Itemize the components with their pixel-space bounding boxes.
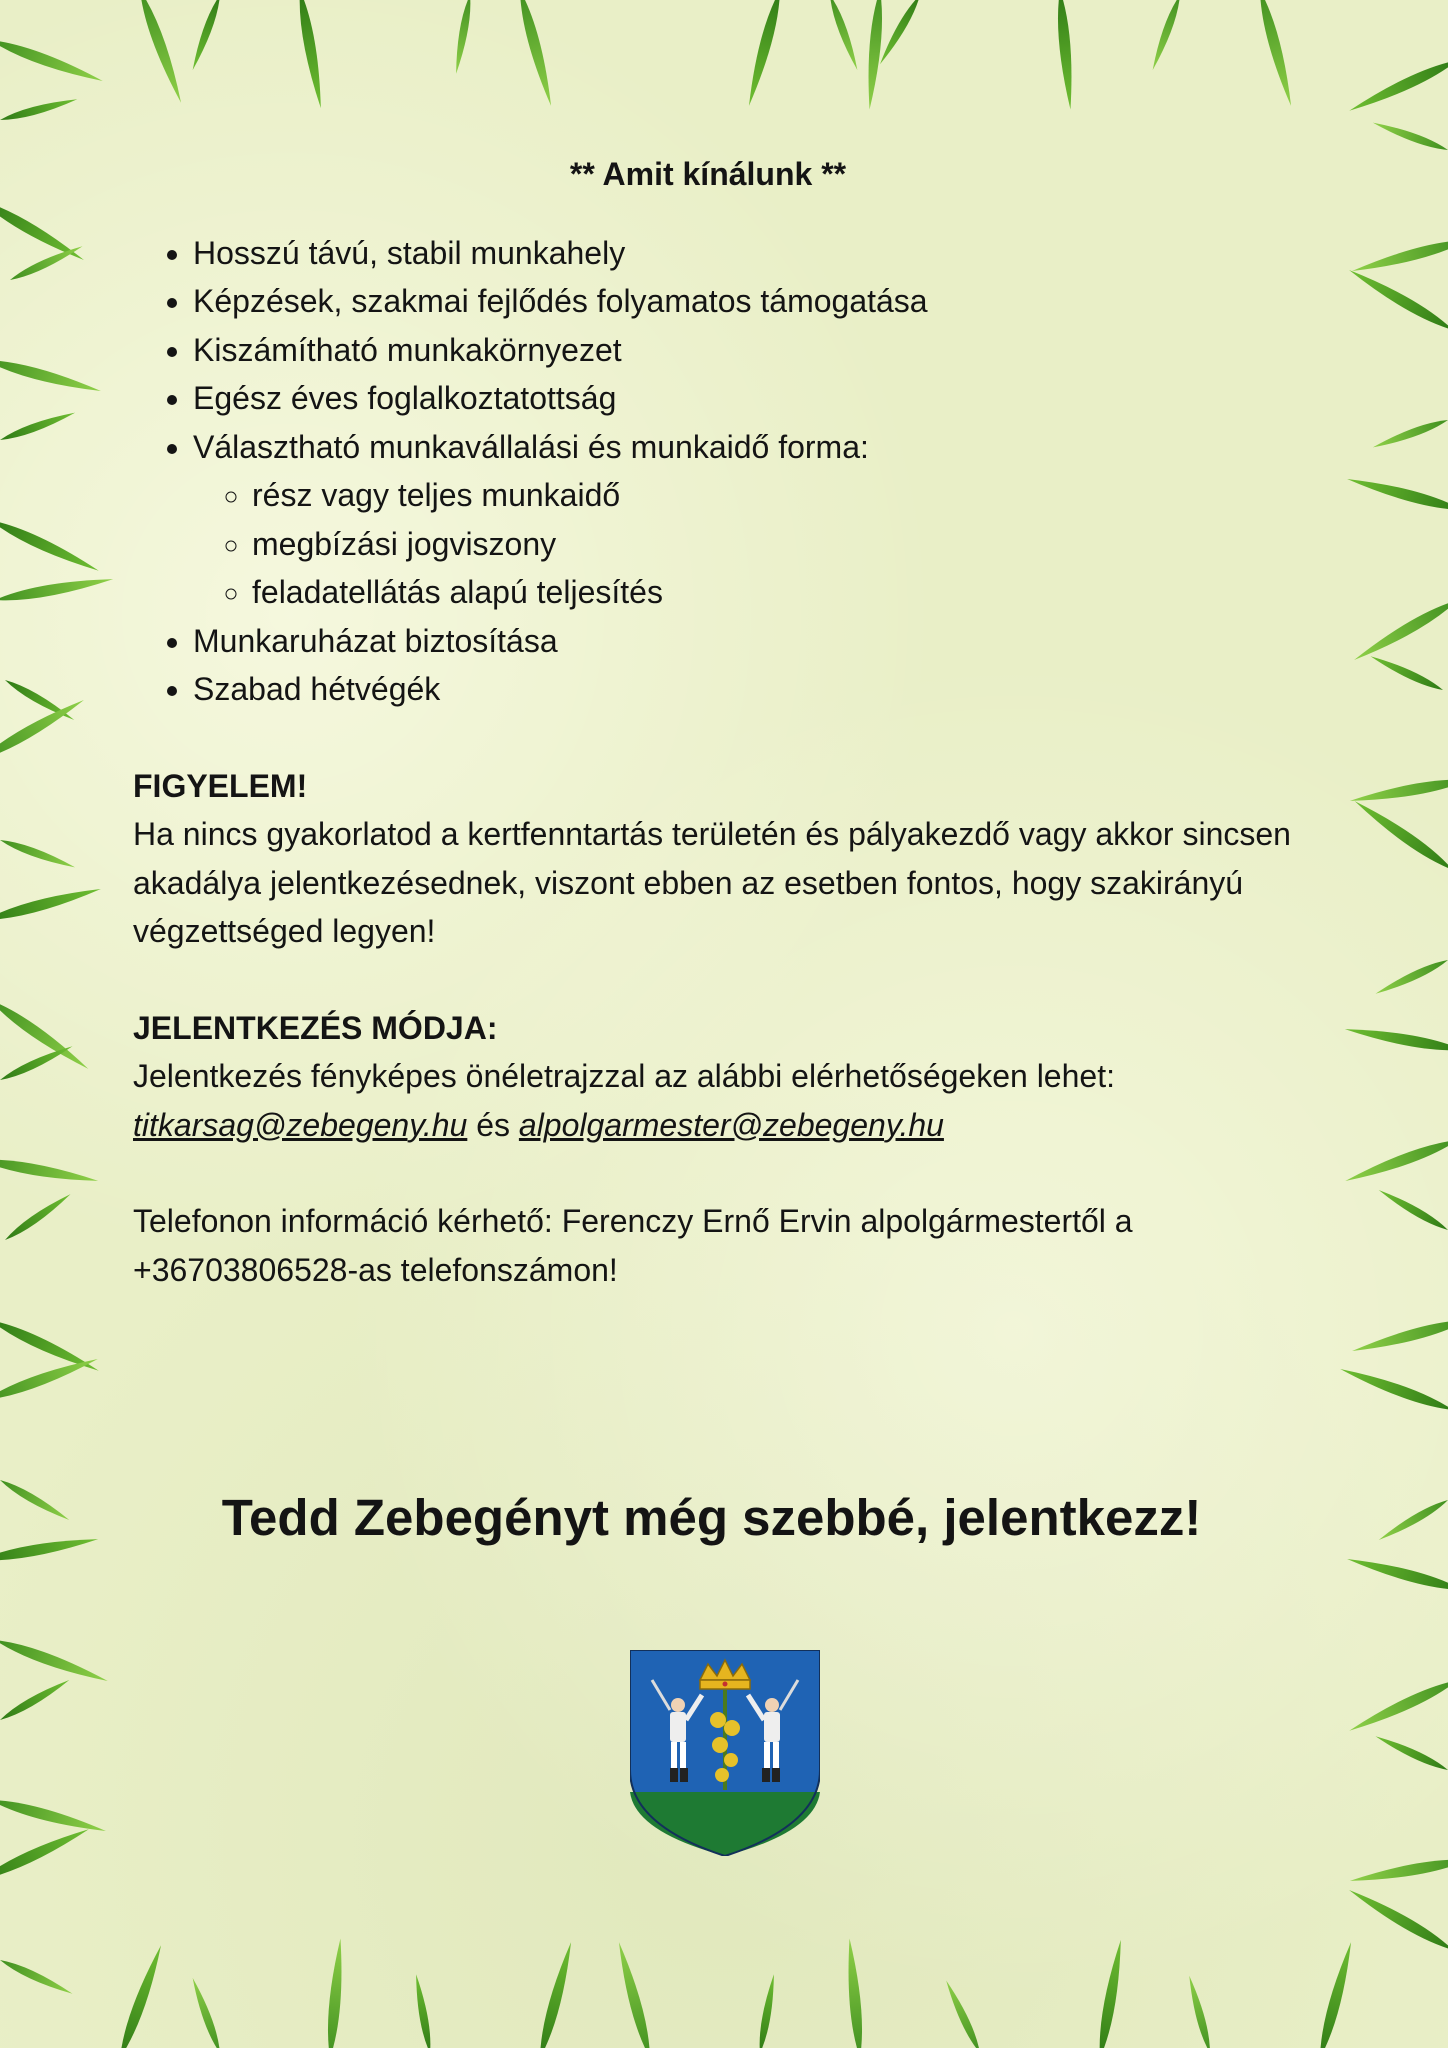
notice-section — [133, 762, 1313, 956]
crown-icon — [700, 1660, 750, 1689]
application-section — [133, 1004, 1313, 1150]
list-item — [193, 423, 1313, 617]
list-item: • Hosszú távú, stabil munkahely — [193, 229, 1313, 278]
list-item: • Kiszámítható munkakörnyezet — [193, 326, 1313, 375]
phone-text: Telefonon információ kérhető: Ferenczy Ernő Ervin alpolgármestertől a +36703806528-as telefonszámon! — [133, 1203, 1133, 1288]
list-item: • Munkaruházat biztosítása — [193, 617, 1313, 666]
main-content — [133, 150, 1313, 1294]
phone-section — [133, 1197, 1313, 1294]
work-form-sublist — [193, 471, 1313, 617]
sub-list-item: ◦ megbízási jogviszony — [252, 520, 1313, 569]
notice-heading: FIGYELEM! — [133, 767, 308, 804]
notice-text: Ha nincs gyakorlatod a kertfenntartás területén és pályakezdő vagy akkor sincsen akadálya jelentkezésednek, viszont ebben az esetben fontos, hogy szakirányú végzettséged legyen! — [133, 816, 1291, 949]
email-link-titkarsag[interactable]: titkarsag@zebegeny.hu — [133, 1106, 468, 1143]
application-heading: JELENTKEZÉS MÓDJA: — [133, 1009, 498, 1046]
offer-heading: ** Amit kínálunk ** — [569, 156, 847, 192]
sub-list-item: ◦ rész vagy teljes munkaidő — [252, 471, 1313, 520]
list-item: • Képzések, szakmai fejlődés folyamatos támogatása — [193, 277, 1313, 326]
list-item: • Szabad hétvégék — [193, 665, 1313, 714]
email-link-alpolgarmester[interactable]: alpolgarmester@zebegeny.hu — [518, 1106, 944, 1143]
list-item-label: Választható munkavállalási és munkaidő forma: — [193, 428, 869, 465]
email-line — [133, 1101, 1313, 1150]
coat-of-arms-icon — [630, 1650, 820, 1856]
application-text: Jelentkezés fényképes önéletrajzzal az alábbi elérhetőségeken lehet: — [133, 1058, 1115, 1094]
benefits-list — [133, 229, 1313, 714]
email-conjunction: és — [476, 1106, 510, 1143]
list-item: • Egész éves foglalkoztatottság — [193, 374, 1313, 423]
slogan: Tedd Zebegényt még szebbé, jelentkezz! — [221, 1489, 1202, 1546]
sub-list-item: ◦ feladatellátás alapú teljesítés — [252, 568, 1313, 617]
